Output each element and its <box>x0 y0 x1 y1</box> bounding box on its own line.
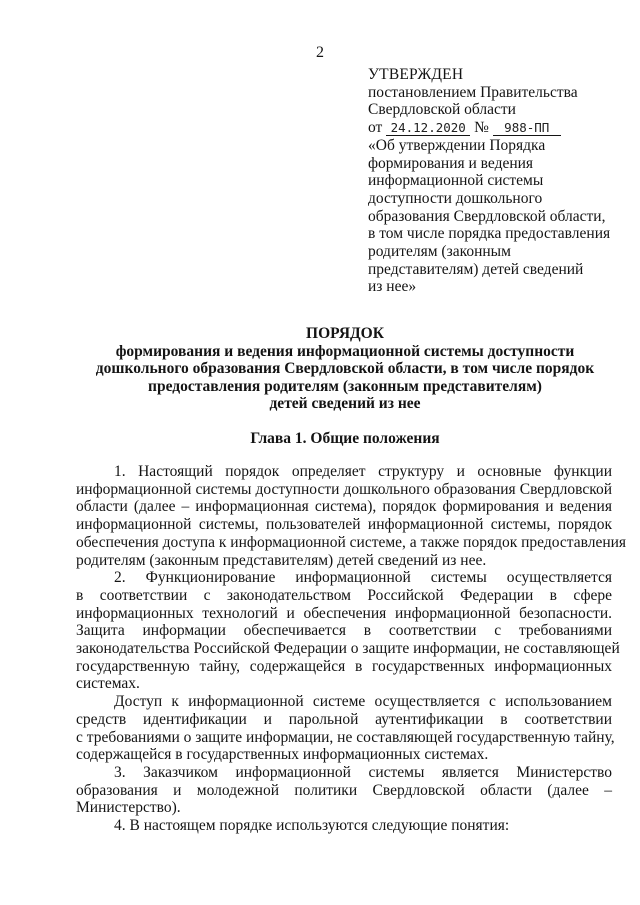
approval-subject-line: информационной системы <box>368 172 544 190</box>
approval-subject-line: доступности дошкольного <box>368 189 543 207</box>
approval-block <box>368 66 630 296</box>
body-line: образования и молодежной политики Свердловской области (далее – <box>76 781 612 799</box>
document-title-line: детей сведений из нее <box>269 395 421 413</box>
body-line: Защита информации обеспечивается в соответствии с требованиями <box>76 622 612 640</box>
approval-line: постановлением Правительства <box>368 83 578 101</box>
approval-subject-line: родителям (законным <box>368 243 511 261</box>
from-label: от <box>368 119 383 137</box>
body-line: области (далее – информационная система), порядок формирования и ведения <box>76 498 612 516</box>
body-line: в соответствии с законодательством Российской Федерации в сфере <box>76 586 612 604</box>
approval-date-number-line <box>368 119 630 137</box>
document-title-line: дошкольного образования Свердловской области, в том числе порядок <box>95 360 595 378</box>
approval-subject-line: образования Свердловской области, <box>368 207 606 225</box>
body-line: родителям (законным представителям) детей сведений из нее. <box>76 551 487 569</box>
approval-subject-line: представителям) детей сведений <box>368 260 584 278</box>
approval-heading: УТВЕРЖДЕН <box>368 66 464 83</box>
body-line: 1. Настоящий порядок определяет структуру и основные функции <box>114 463 612 480</box>
body-line: системах. <box>76 675 140 693</box>
body-line: 4. В настоящем порядке используются следующие понятия: <box>114 817 510 835</box>
body-line: содержащейся в государственных информационных системах. <box>76 746 489 764</box>
document-title-heading: ПОРЯДОК <box>306 325 384 342</box>
body-line: с требованиями о защите информации, не составляющей государственную тайну, <box>76 728 615 746</box>
body-line: 3. Заказчиком информационной системы является Министерство <box>114 763 612 781</box>
document-title <box>60 325 630 413</box>
body-line: Министерство). <box>76 799 181 817</box>
approval-number: 988-ПП <box>493 121 561 136</box>
document-title-line: предоставления родителям (законным представителям) <box>148 377 542 395</box>
approval-subject-line: в том числе порядка предоставления <box>368 225 611 243</box>
body-line: государственную тайну, содержащейся в государственных информационных <box>76 657 612 675</box>
body-line: информационной системы доступности дошкольного образования Свердловской <box>76 480 612 498</box>
body-text <box>76 463 627 835</box>
body-line: информационных технологий и обеспечения информационной безопасности. <box>76 604 612 622</box>
approval-subject-line: формирования и ведения <box>368 154 534 172</box>
body-line: 2. Функционирование информационной системы осуществляется <box>114 569 612 587</box>
chapter-title: Глава 1. Общие положения <box>250 430 440 447</box>
approval-date: 24.12.2020 <box>386 121 470 136</box>
approval-line: Свердловской области <box>368 101 516 119</box>
approval-subject-line: «Об утверждении Порядка <box>368 136 546 154</box>
body-line: информационной системы, пользователей информационной системы, порядок <box>76 516 612 534</box>
document-title-line: формирования и ведения информационной системы доступности <box>115 342 575 360</box>
body-line: Доступ к информационной системе осуществляется с использованием <box>114 693 612 711</box>
number-label: № <box>474 119 489 137</box>
page-number: 2 <box>316 44 324 61</box>
body-line: средств идентификации и парольной аутентификации в соответствии <box>76 710 612 728</box>
approval-subject-line: из нее» <box>368 278 417 296</box>
body-line: обеспечения доступа к информационной системе, а также порядок предоставления <box>76 533 627 551</box>
body-line: законодательства Российской Федерации о защите информации, не составляющей <box>76 640 620 658</box>
